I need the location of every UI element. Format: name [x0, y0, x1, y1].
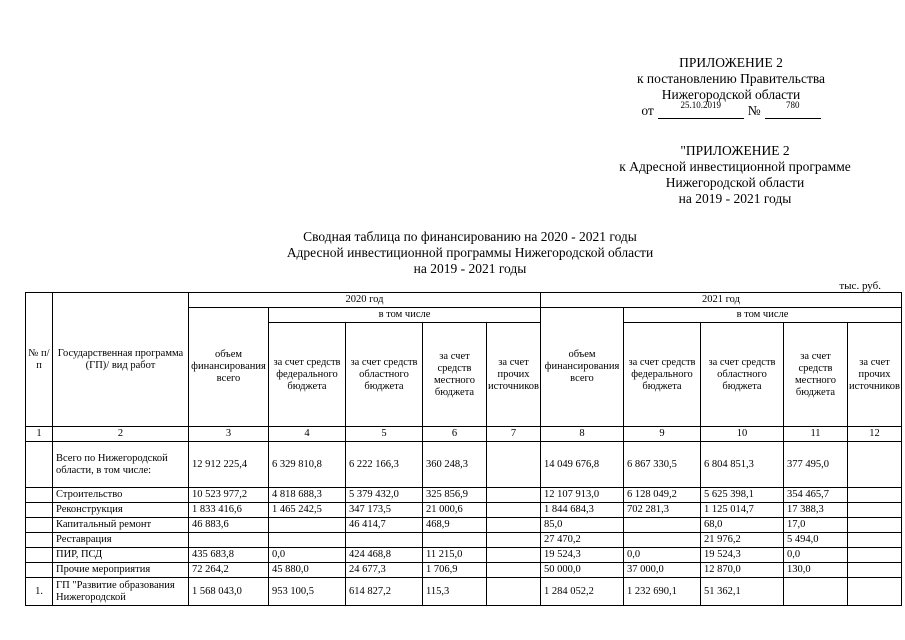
value-cell: 377 495,0	[784, 442, 848, 488]
value-cell: 12 107 913,0	[541, 488, 624, 503]
value-cell: 19 524,3	[541, 548, 624, 563]
row-name: ПИР, ПСД	[53, 548, 189, 563]
value-cell: 24 677,3	[346, 563, 423, 578]
table-row	[26, 578, 902, 606]
value-cell: 468,9	[423, 518, 487, 533]
col-header-incl-2020: в том числе	[269, 308, 541, 323]
col-header-regional-2020: за счет средств областного бюджета	[346, 323, 423, 427]
value-cell: 21 000,6	[423, 503, 487, 518]
value-cell	[848, 533, 902, 548]
column-number: 3	[189, 427, 269, 442]
table-row	[26, 548, 902, 563]
decree-date: 25.10.2019	[658, 104, 744, 119]
decree-header	[596, 55, 866, 119]
table-title-line: на 2019 - 2021 годы	[413, 261, 527, 276]
value-cell: 14 049 676,8	[541, 442, 624, 488]
value-cell: 130,0	[784, 563, 848, 578]
program-header-title: "ПРИЛОЖЕНИЕ 2	[680, 143, 790, 158]
value-cell: 1 568 043,0	[189, 578, 269, 606]
value-cell: 10 523 977,2	[189, 488, 269, 503]
column-number: 2	[53, 427, 189, 442]
value-cell	[848, 488, 902, 503]
value-cell	[269, 533, 346, 548]
column-number-row	[26, 427, 902, 442]
table-row	[26, 563, 902, 578]
col-header-incl-2021: в том числе	[624, 308, 902, 323]
value-cell: 19 524,3	[701, 548, 784, 563]
value-cell: 6 222 166,3	[346, 442, 423, 488]
value-cell	[487, 518, 541, 533]
value-cell: 354 465,7	[784, 488, 848, 503]
number-label: №	[747, 103, 761, 118]
row-name: Прочие мероприятия	[53, 563, 189, 578]
value-cell: 46 883,6	[189, 518, 269, 533]
value-cell: 435 683,8	[189, 548, 269, 563]
value-cell	[848, 548, 902, 563]
unit-label: тыс. руб.	[839, 280, 881, 292]
table-row	[26, 442, 902, 488]
table-title-line: Адресной инвестиционной программы Нижегородской области	[286, 245, 654, 260]
value-cell: 37 000,0	[624, 563, 701, 578]
col-header-total-2021: объем финансирования всего	[541, 308, 624, 427]
col-header-2021: 2021 год	[541, 293, 902, 308]
column-number: 7	[487, 427, 541, 442]
value-cell: 1 833 416,6	[189, 503, 269, 518]
table-row	[26, 518, 902, 533]
value-cell: 11 215,0	[423, 548, 487, 563]
value-cell	[624, 533, 701, 548]
value-cell: 5 494,0	[784, 533, 848, 548]
row-number	[26, 488, 53, 503]
value-cell	[487, 548, 541, 563]
column-number: 8	[541, 427, 624, 442]
row-name: Капитальный ремонт	[53, 518, 189, 533]
value-cell: 0,0	[624, 548, 701, 563]
value-cell	[848, 442, 902, 488]
row-name: Строительство	[53, 488, 189, 503]
value-cell: 5 379 432,0	[346, 488, 423, 503]
value-cell: 1 284 052,2	[541, 578, 624, 606]
table-body	[26, 442, 902, 606]
row-number: 1.	[26, 578, 53, 606]
value-cell: 72 264,2	[189, 563, 269, 578]
value-cell: 424 468,8	[346, 548, 423, 563]
row-number	[26, 563, 53, 578]
col-header-local-2021: за счет средств местного бюджета	[784, 323, 848, 427]
value-cell: 6 128 049,2	[624, 488, 701, 503]
col-header-program: Государственная программа (ГП)/ вид работ	[53, 293, 189, 427]
col-header-other-2021: за счет прочих источников	[848, 323, 902, 427]
row-number	[26, 533, 53, 548]
value-cell	[848, 518, 902, 533]
value-cell: 115,3	[423, 578, 487, 606]
value-cell	[423, 533, 487, 548]
table-row	[26, 533, 902, 548]
row-name: Всего по Нижегородской области, в том числе:	[53, 442, 189, 488]
value-cell: 27 470,2	[541, 533, 624, 548]
row-name: Реставрация	[53, 533, 189, 548]
value-cell: 45 880,0	[269, 563, 346, 578]
from-label: от	[641, 103, 654, 118]
value-cell: 17,0	[784, 518, 848, 533]
row-number	[26, 518, 53, 533]
program-header-line: на 2019 - 2021 годы	[678, 191, 792, 206]
row-number	[26, 503, 53, 518]
value-cell: 51 362,1	[701, 578, 784, 606]
column-number: 1	[26, 427, 53, 442]
column-number: 10	[701, 427, 784, 442]
table-title	[230, 229, 710, 277]
value-cell	[848, 578, 902, 606]
col-header-total-2020: объем финансирования всего	[189, 308, 269, 427]
value-cell	[487, 488, 541, 503]
value-cell: 360 248,3	[423, 442, 487, 488]
value-cell	[189, 533, 269, 548]
value-cell: 1 465 242,5	[269, 503, 346, 518]
value-cell: 6 804 851,3	[701, 442, 784, 488]
table-row	[26, 503, 902, 518]
value-cell: 17 388,3	[784, 503, 848, 518]
value-cell: 325 856,9	[423, 488, 487, 503]
value-cell	[848, 563, 902, 578]
value-cell: 0,0	[269, 548, 346, 563]
value-cell: 1 844 684,3	[541, 503, 624, 518]
value-cell: 347 173,5	[346, 503, 423, 518]
column-number: 5	[346, 427, 423, 442]
col-header-local-2020: за счет средств местного бюджета	[423, 323, 487, 427]
table-title-line: Сводная таблица по финансированию на 2020 - 2021 годы	[303, 229, 637, 244]
value-cell	[346, 533, 423, 548]
value-cell	[487, 533, 541, 548]
column-number: 6	[423, 427, 487, 442]
value-cell: 21 976,2	[701, 533, 784, 548]
value-cell: 68,0	[701, 518, 784, 533]
value-cell: 6 329 810,8	[269, 442, 346, 488]
row-name: Реконструкция	[53, 503, 189, 518]
value-cell: 614 827,2	[346, 578, 423, 606]
value-cell: 1 706,9	[423, 563, 487, 578]
value-cell: 5 625 398,1	[701, 488, 784, 503]
col-header-federal-2021: за счет средств федерального бюджета	[624, 323, 701, 427]
decree-header-line: к постановлению Правительства	[636, 71, 826, 86]
value-cell: 4 818 688,3	[269, 488, 346, 503]
col-header-num: № п/п	[26, 293, 53, 427]
decree-header-line: Нижегородской области	[661, 87, 801, 102]
value-cell: 6 867 330,5	[624, 442, 701, 488]
value-cell: 1 232 690,1	[624, 578, 701, 606]
row-number	[26, 442, 53, 488]
col-header-2020: 2020 год	[189, 293, 541, 308]
program-header-line: Нижегородской области	[665, 175, 805, 190]
financing-table	[25, 292, 902, 606]
decree-date-number	[596, 100, 866, 119]
value-cell: 85,0	[541, 518, 624, 533]
value-cell: 702 281,3	[624, 503, 701, 518]
value-cell	[269, 518, 346, 533]
value-cell: 0,0	[784, 548, 848, 563]
value-cell	[487, 503, 541, 518]
value-cell: 953 100,5	[269, 578, 346, 606]
column-number: 11	[784, 427, 848, 442]
program-header-line: к Адресной инвестиционной программе	[619, 159, 851, 174]
value-cell	[848, 503, 902, 518]
program-header	[590, 143, 880, 207]
row-number	[26, 548, 53, 563]
table-row	[26, 488, 902, 503]
value-cell: 12 912 225,4	[189, 442, 269, 488]
decree-number: 780	[765, 104, 821, 119]
value-cell	[784, 578, 848, 606]
value-cell	[487, 563, 541, 578]
value-cell	[624, 518, 701, 533]
value-cell: 46 414,7	[346, 518, 423, 533]
value-cell: 12 870,0	[701, 563, 784, 578]
col-header-other-2020: за счет прочих источников	[487, 323, 541, 427]
column-number: 9	[624, 427, 701, 442]
row-name: ГП "Развитие образования Нижегородской	[53, 578, 189, 606]
col-header-federal-2020: за счет средств федерального бюджета	[269, 323, 346, 427]
column-number: 12	[848, 427, 902, 442]
value-cell: 50 000,0	[541, 563, 624, 578]
decree-header-title: ПРИЛОЖЕНИЕ 2	[679, 55, 783, 70]
value-cell: 1 125 014,7	[701, 503, 784, 518]
col-header-regional-2021: за счет средств областного бюджета	[701, 323, 784, 427]
value-cell	[487, 442, 541, 488]
column-number: 4	[269, 427, 346, 442]
value-cell	[487, 578, 541, 606]
